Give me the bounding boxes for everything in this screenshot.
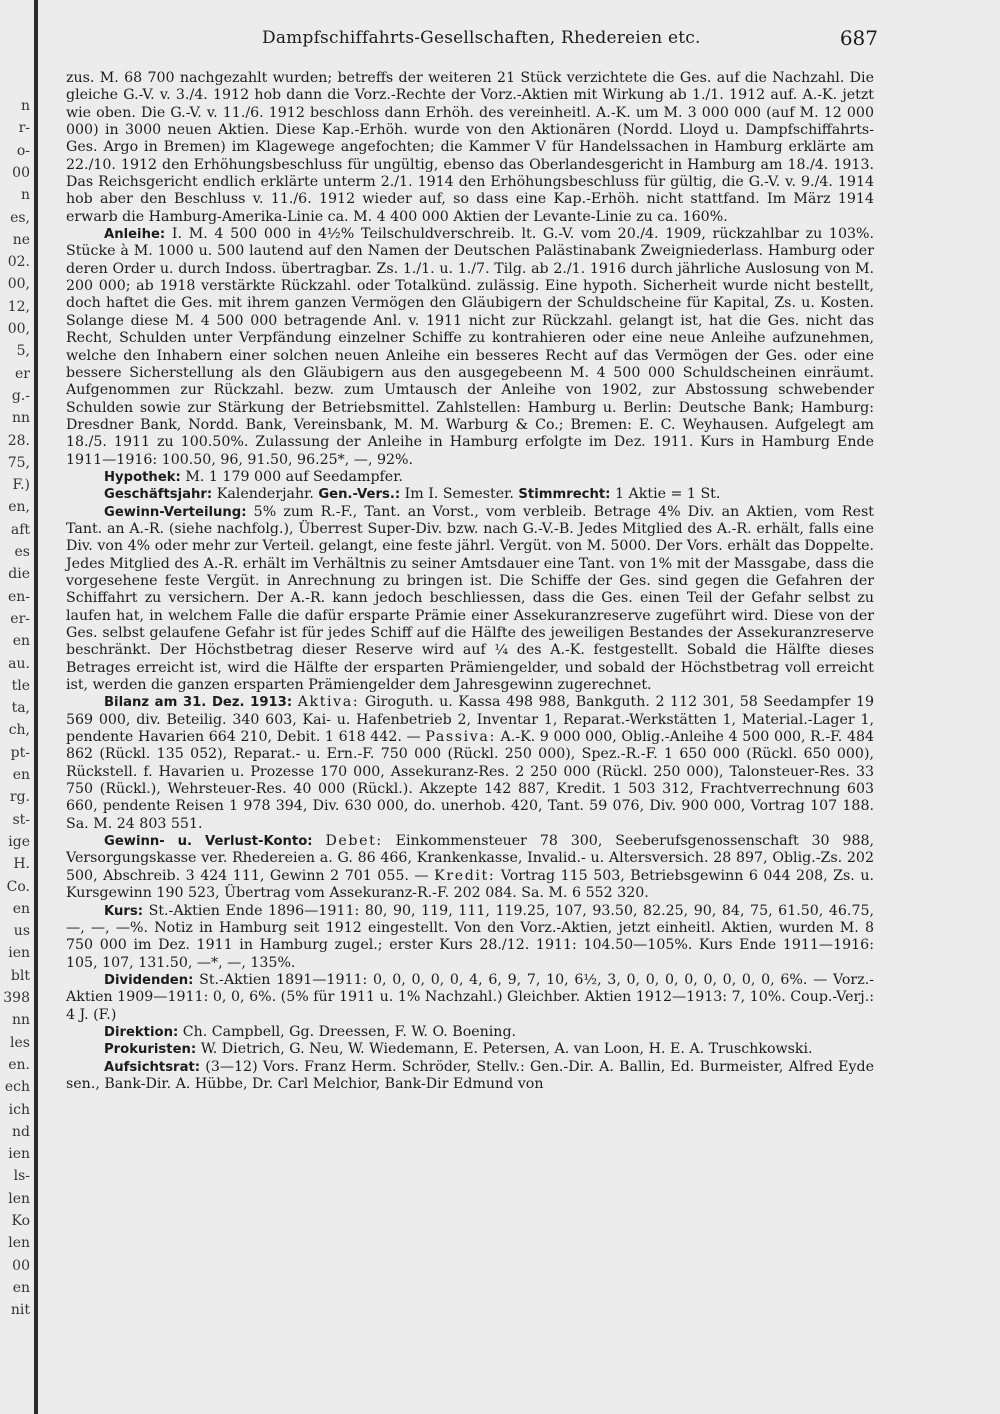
margin-fragment: en (12, 1279, 30, 1296)
paragraph-geschaeftsjahr: Geschäftsjahr: Kalenderjahr. Gen.-Vers.: Im I. Semester. Stimmrecht: 1 Aktie = 1 St. (104, 486, 721, 503)
margin-fragment: ch, (8, 722, 30, 739)
margin-fragment: 00 (12, 164, 30, 181)
margin-fragment: o- (16, 142, 30, 159)
margin-fragment: n (20, 187, 30, 204)
running-title: Dampfschiffahrts-Gesellschaften, Rhedereien etc. (262, 28, 701, 48)
section-label: Bilanz am 31. Dez. 1913: (104, 695, 293, 711)
margin-fragment: es, (10, 209, 30, 226)
margin-fragment: 00 (12, 1257, 30, 1274)
margin-fragment: F.) (12, 477, 30, 494)
margin-fragment: len (8, 1190, 30, 1207)
margin-fragment: ech (4, 1079, 30, 1096)
margin-fragment: len (8, 1235, 30, 1252)
margin-fragment: en. (8, 1056, 30, 1073)
margin-fragment: pt- (10, 744, 30, 761)
margin-fragment: st- (12, 811, 30, 828)
margin-fragment: tle (11, 677, 30, 694)
margin-fragment: 02. (7, 254, 30, 271)
section-label: Dividenden: (104, 972, 194, 988)
margin-fragment: es (14, 544, 30, 560)
section-label: Prokuristen: (104, 1042, 197, 1058)
section-label: Direktion: (104, 1024, 179, 1040)
aktiva-label: Aktiva: (297, 694, 360, 711)
page-gutter-divider (34, 0, 38, 1414)
paragraph-aufsichtsrat: Aufsichtsrat: (3—12) Vors. Franz Herm. Schröder, Stellv.: Gen.-Dir. A. Ballin, Ed. Burmeister, Alfred Eyde sen., Bank-Dir. A. Hübbe, Dr. Carl Melchior, Bank-Dir Edmund von (66, 1058, 875, 1092)
margin-fragment: us (13, 923, 30, 940)
paragraph-anleihe: Anleihe: I. M. 4 500 000 in 4½% Teilschuldverschreib. lt. G.-V. vom 20./4. 1909, rückzahlbar zu 103%. Stücke à M. 1000 u. 500 lautend auf den Namen der Deutschen Palästinabank Zweigniederlass. Hamburg oder deren Order u. durch Indoss. übertragbar. Zs. 1./1. u. 1./7. Tilg. ab 2./1. 1916 durch jährliche Auslosung von M. 200 000; ab 1918 verstärkte Rückzahl. oder Totalkünd. zulässig. Eine hypoth. Sicherheit wurde nicht bestellt, doch haftet die Ges. mit ihrem ganzen Vermögen den Gläubigern der Schuldscheine für Kapital, Zs. u. Kosten. Solange diese M. 4 500 000 betragende Anl. v. 1911 nicht zur Rückzahl. gelangt ist, hat die Ges. nicht das Recht, Schulden unter Verpfändung einzelner Schiffe zu kontrahieren oder eine neue Anleihe aufzunehmen, welche den Inhabern einer solchen neuen Anleihe ein besseres Recht auf das Vermögen der Ges. oder eine bessere Sicherstellung als den Gläubigern aus den ausgegebeenn M. 4 500 000 Schuldscheinen einräumt. Aufgenommen zur Rückzahl. bezw. zum Umtausch der Anleihe von 1902, zur Abstossung schwebender Schulden sowie zur Stärkung der Betriebsmittel. Zahlstellen: Hamburg u. Berlin: Deutsche Bank; Hamburg: Dresdner Bank, Nordd. Bank, Vereinsbank, M. M. Warburg & Co.; Bremen: E. C. Weyhausen. Aufgelegt am 18./5. 1911 zu 100.50%. Zulassung der Anleihe in Hamburg erfolgte im Dez. 1911. Kurs in Hamburg Ende 1911—1916: 100.50, 96, 91.50, 96.25*, —, 92%. (66, 226, 875, 468)
margin-fragment: ne (12, 231, 30, 248)
paragraph-gewinn-verteilung: Gewinn-Verteilung: 5% zum R.-F., Tant. an Vorst., vom verbleib. Betrage 4% Div. an Aktien, vom Rest Tant. an A.-R. (siehe nachfolg.), Überrest Super-Div. bzw. nach G.-V.-B. Jedes Mitglied des A.-R. erhält, falls eine Div. von 4% oder mehr zur Verteil. gelangt, eine feste jährl. Vergüt. von M. 5000. Der Vors. erhält das Doppelte. Jedes Mitglied des A.-R. erhält im Verhältnis zu seiner Amtsdauer eine Tant. von 1% mit der Massgabe, dass die vorgesehene feste Vergüt. in Anrechnung zu bringen ist. Die Schiffe der Ges. sind gegen die Gefahren der Schiffahrt zu versichern. Der A.-R. kann jedoch beschliessen, dass die Ges. einen Teil der Gefahr selbst zu laufen hat, in welchem Falle die dafür ersparte Prämie einer Assekuranzreserve zugeführt wird. Diese von der Ges. selbst gelaufene Gefahr ist für jedes Schiff auf die Hälfte des jeweiligen Bestandes der Assekuranzreserve beschränkt. Der Höchstbetrag dieser Reserve wird auf ¼ des A.-K. festgestellt. Sobald die Hälfte dieses Betrages erreicht ist, wird die Hälfte der ersparten Prämiengelder, und sobald der Höchstbetrag voll erreicht ist, werden die ganzen ersparten Prämiengelder dem Jahresgewinn zugerechnet. (66, 503, 874, 694)
section-label: Aufsichtsrat: (104, 1059, 201, 1075)
margin-fragment: blt (10, 967, 30, 984)
margin-fragment: en (12, 900, 30, 917)
margin-fragment: en (12, 767, 30, 783)
margin-fragment: nit (10, 1302, 30, 1319)
section-label: Stimmrecht: (518, 487, 611, 503)
section-label: Anleihe: (104, 227, 166, 243)
page-header (66, 28, 878, 52)
paragraph-prokuristen: Prokuristen: W. Dietrich, G. Neu, W. Wiedemann, E. Petersen, A. van Loon, H. E. A. Truschkowski. (104, 1041, 813, 1058)
paragraph-bilanz: Bilanz am 31. Dez. 1913: Aktiva: Giroguth. u. Kassa 498 988, Bankguth. 2 112 301, 58 Seedampfer 19 569 000, div. Beteilig. 340 603, Kai- u. Hafenbetrieb 2, Inventar 1, Reparat.-Werkstätten 1, Material.-Lager 1, pendente Havarien 664 210, Debit. 1 618 442. — Passiva: A.-K. 9 000 000, Oblig.-Anleihe 4 500 000, R.-F. 484 862 (Rückl. 135 052), Reparat.- u. Ern.-F. 750 000 (Rückl. 250 000), Spez.-R.-F. 1 650 000 (Rückl. 650 000), Rückstell. f. Havarien u. Prozesse 170 000, Assekuranz-Res. 2 250 000 (Rückl. 250 000), Talonsteuer-Res. 33 750 (Rückl.), Wehrsteuer-Res. 40 000 (Rückl.). Akzepte 142 887, Kredit. 1 503 312, Frachtverrechnung 603 660, pendente Reisen 1 978 394, Div. 630 000, do. unerhob. 420, Tant. 59 076, Div. 900 000, Vortrag 107 188. Sa. M. 24 803 551. (66, 694, 875, 832)
margin-fragment: en (12, 633, 30, 650)
section-label: Gewinn-Verteilung: (104, 504, 247, 520)
paragraph-hypothek: Hypothek: M. 1 179 000 auf Seedampfer. (104, 468, 403, 485)
section-label: Gewinn- u. Verlust-Konto: (104, 834, 313, 850)
paragraph-dividenden: Dividenden: St.-Aktien 1891—1911: 0, 0, 0, 0, 0, 4, 6, 9, 7, 10, 6½, 3, 0, 0, 0, 0, 0, 0, 0, 0, 6%. — Vorz.-Aktien 1909—1911: 0, 0, 6%. (5% für 1911 u. 1% Nachzahl.) Gleichber. Aktien 1912—1913: 7, 10%. Coup.-Verj.: 4 J. (F.) (66, 971, 874, 1023)
section-label: Hypothek: (104, 469, 181, 485)
margin-fragment: 00, (7, 276, 30, 293)
margin-fragment: ien (8, 1146, 30, 1163)
paragraph-kurs: Kurs: St.-Aktien Ende 1896—1911: 80, 90, 119, 111, 119.25, 107, 93.50, 82.25, 90, 84, 75, 61.50, 46.75, —, —, —%. Notiz in Hamburg seit 1912 eingestellt. Von den Vorz.-Aktien, jetzt einheitl. Aktien, wurden M. 8 750 000 im Dez. 1911 in Hamburg zugel.; erster Kurs 28./12. 1911: 104.50—105%. Kurs Ende 1911—1916: 105, 107, 131.50, —*, —, 135%. (66, 902, 875, 971)
margin-fragment: ige (8, 833, 30, 850)
margin-fragment: 5, (16, 343, 30, 360)
margin-fragment: nn (11, 410, 30, 427)
passiva-label: Passiva: (425, 729, 496, 746)
paragraph-direktion: Direktion: Ch. Campbell, Gg. Dreessen, F. W. O. Boening. (104, 1023, 517, 1040)
margin-fragment: au. (8, 655, 30, 672)
margin-fragment: ta, (11, 700, 30, 717)
margin-fragment: aft (10, 521, 30, 538)
kredit-label: Kredit: (434, 867, 496, 884)
section-label: Geschäftsjahr: (104, 487, 213, 503)
section-label: Kurs: (104, 903, 144, 919)
left-margin-fragments (0, 0, 30, 1414)
margin-fragment: ls- (13, 1168, 30, 1185)
margin-fragment: die (8, 566, 30, 583)
margin-fragment: n (20, 98, 30, 114)
margin-fragment: en, (8, 499, 30, 516)
section-label: Gen.-Vers.: (318, 487, 401, 503)
margin-fragment: rg. (9, 789, 30, 806)
margin-fragment: nd (12, 1123, 30, 1140)
margin-fragment: er- (10, 610, 30, 627)
debet-label: Debet: (325, 833, 383, 850)
margin-fragment: 28. (7, 432, 30, 449)
margin-fragment: 398 (3, 990, 30, 1006)
margin-fragment: r- (18, 120, 30, 137)
margin-fragment: Co. (6, 878, 30, 895)
main-text-column (66, 70, 874, 1093)
margin-fragment: en- (7, 588, 30, 605)
margin-fragment: 00, (7, 321, 30, 337)
margin-fragment: Ko (11, 1213, 30, 1229)
paragraph-guv: Gewinn- u. Verlust-Konto: Debet: Einkommensteuer 78 300, Seeberufsgenossenschaft 30 988, Versorgungskasse ver. Rhedereien a. G. 86 466, Krankenkasse, Invalid.- u. Altersversich. 28 897, Oblig.-Zs. 202 500, Abschreib. 3 424 111, Gewinn 2 701 055. — Kredit: Vortrag 115 503, Betriebsgewinn 6 044 208, Zs. u. Kursgewinn 190 523, Übertrag vom Assekuranz-R.-F. 202 084. Sa. M. 6 552 320. (66, 833, 875, 902)
margin-fragment: 12, (7, 298, 30, 315)
margin-fragment: ich (8, 1101, 30, 1118)
margin-fragment: ien (8, 945, 30, 962)
margin-fragment: er (15, 365, 30, 382)
margin-fragment: 75, (7, 454, 30, 471)
margin-fragment: les (10, 1034, 30, 1051)
margin-fragment: H. (13, 856, 30, 873)
paragraph-intro: zus. M. 68 700 nachgezahlt wurden; betreffs der weiteren 21 Stück verzichtete die Ges. auf die Nachzahl. Die gleiche G.-V. v. 3./4. 1912 hob dann die Vorz.-Rechte der Vorz.-Aktien mit Wirkung ab 1./1. 1912 auf. A.-K. jetzt wie oben. Die G.-V. v. 11./6. 1912 beschloss dann Erhöh. des vereinheitl. A.-K. um M. 3 000 000 (auf M. 12 000 000) in 3000 neuen Aktien. Diese Kap.-Erhöh. wurde von den Aktionären (Nordd. Lloyd u. Dampfschiffahrts-Ges. Argo in Bremen) im Klagewege angefochten; die Kammer V für Handelssachen in Hamburg erklärte am 22./10. 1912 den Erhöhungsbeschluss für ungültig, ebenso das Oberlandesgericht in Hamburg am 18./4. 1913. Das Reichsgericht endlich erklärte unterm 2./1. 1914 den Erhöhungsbeschluss für gültig, die G.-V. v. 9./4. 1914 hob aber den Beschluss v. 11./6. 1912 wieder auf, so dass eine Kap.-Erhöh. nicht stattfand. Im März 1914 erwarb die Hamburg-Amerika-Linie ca. M. 4 400 000 Aktien der Levante-Linie zu ca. 160%. (66, 70, 874, 225)
margin-fragment: g.- (11, 387, 30, 404)
page-number: 687 (839, 26, 878, 50)
margin-fragment: nn (11, 1012, 30, 1029)
